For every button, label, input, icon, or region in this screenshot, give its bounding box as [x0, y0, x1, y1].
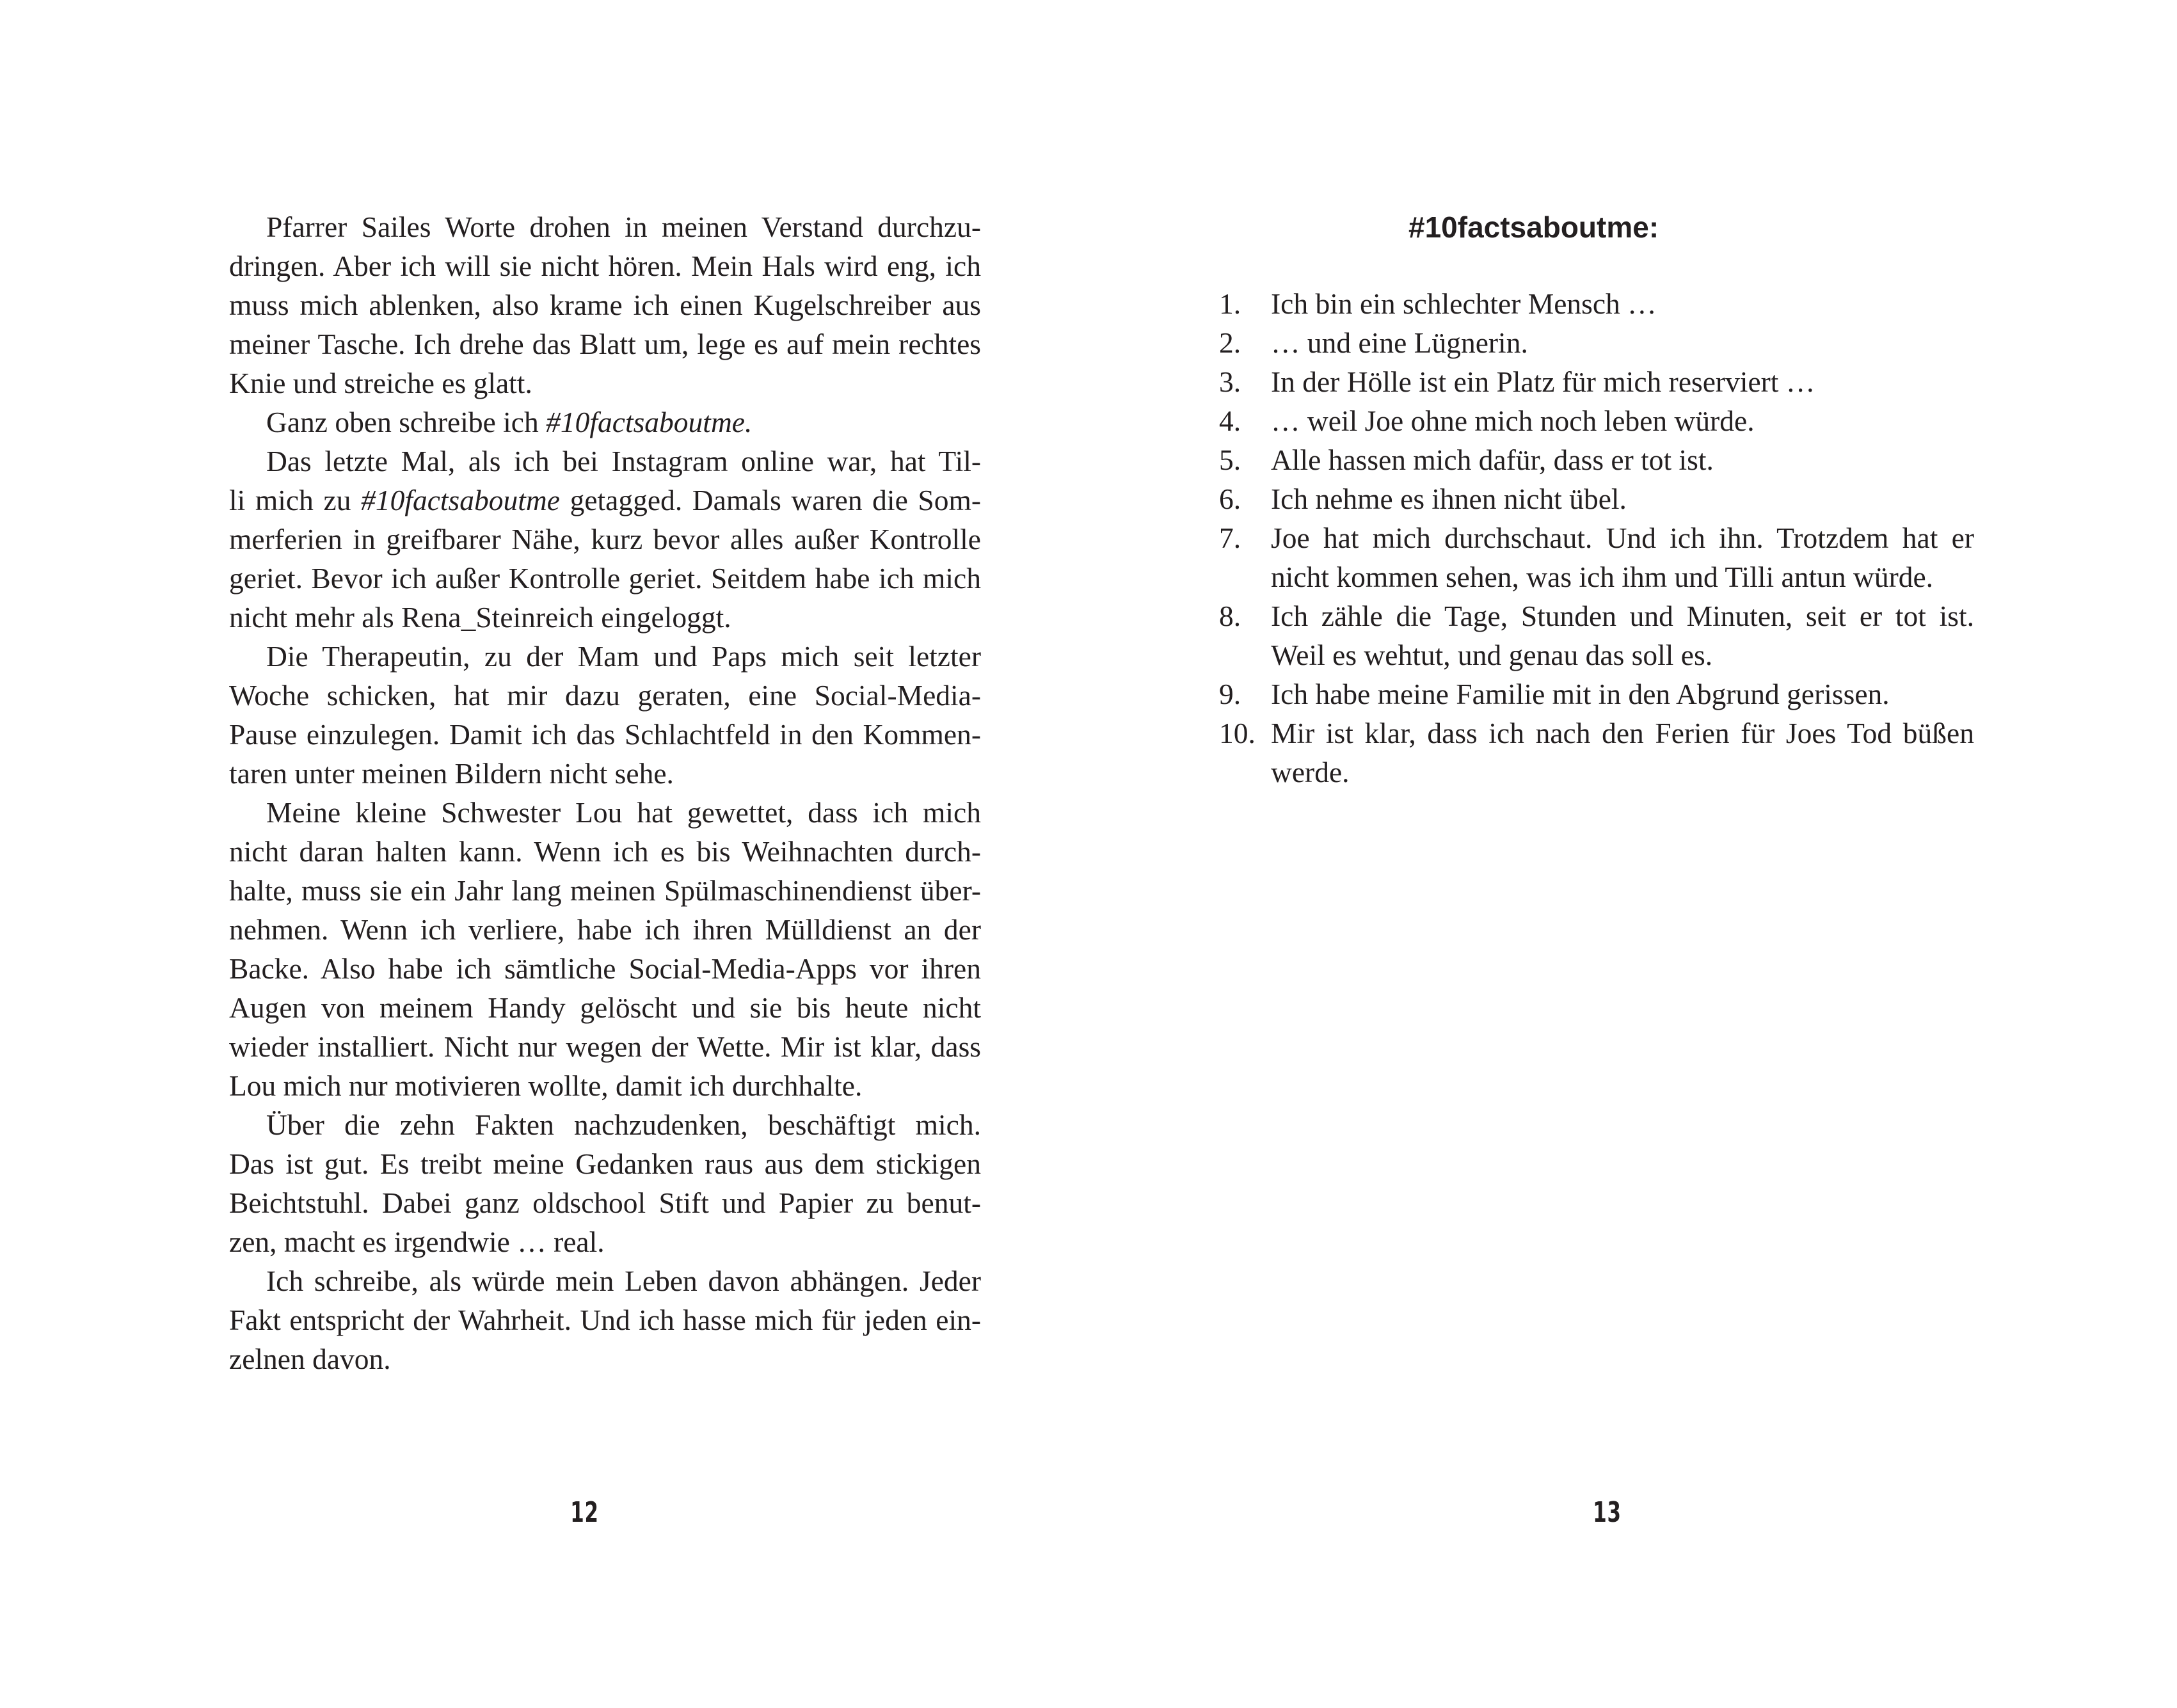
- fact-number: 9.: [1219, 678, 1241, 710]
- fact-number: 1.: [1219, 287, 1241, 320]
- fact-number: 4.: [1219, 404, 1241, 437]
- fact-text: Ich zähle die Tage, Stunden und Minuten, seit er tot ist.: [1271, 600, 1974, 632]
- fact-number: 2.: [1219, 326, 1241, 359]
- fact-number: 3.: [1219, 365, 1241, 398]
- fact-text: … weil Joe ohne mich noch leben würde.: [1271, 404, 1755, 437]
- body-text-line: [229, 1066, 981, 1105]
- body-text-line: [229, 1339, 981, 1378]
- body-text-fragment: halte, muss sie ein Jahr lang meinen Spülmaschinendienst über-: [229, 874, 981, 907]
- body-text-line: [229, 715, 981, 754]
- body-text-fragment: taren unter meinen Bildern nicht sehe.: [229, 757, 674, 790]
- body-text-line: [229, 1300, 981, 1339]
- fact-number: 8.: [1219, 600, 1241, 632]
- body-text-fragment: Ganz oben schreibe ich: [266, 406, 546, 438]
- body-text-fragment: nicht mehr als Rena_Steinreich eingeloggt.: [229, 601, 731, 634]
- page-number-left: 12: [570, 1496, 599, 1529]
- facts-heading-text: #10factsaboutme:: [1408, 211, 1659, 244]
- body-text-line: [229, 207, 981, 246]
- body-text-line: [229, 910, 981, 949]
- body-text-line: [229, 1144, 981, 1183]
- body-text-fragment: meiner Tasche. Ich drehe das Blatt um, lege es auf mein rechtes: [229, 328, 981, 360]
- fact-item: [1219, 362, 1974, 401]
- body-text-line: [229, 1222, 981, 1261]
- body-text-fragment: Fakt entspricht der Wahrheit. Und ich hasse mich für jeden ein-: [229, 1304, 981, 1336]
- body-text-fragment: Die Therapeutin, zu der Mam und Paps mich seit letzter: [266, 640, 981, 673]
- body-text-fragment: Woche schicken, hat mir dazu geraten, eine Social-Media-: [229, 679, 981, 712]
- body-text-line: [229, 520, 981, 559]
- hashtag-italic: #10factsaboutme: [361, 484, 560, 516]
- body-text-fragment: Lou mich nur motivieren wollte, damit ich durchhalte.: [229, 1069, 863, 1102]
- body-text-fragment: li mich zu: [229, 484, 362, 516]
- page-number-right: 13: [1593, 1496, 1622, 1529]
- body-text-fragment: dringen. Aber ich will sie nicht hören. Mein Hals wird eng, ich: [229, 250, 981, 282]
- fact-item: [1219, 323, 1974, 362]
- body-text-fragment: nicht daran halten kann. Wenn ich es bis Weihnachten durch-: [229, 835, 981, 868]
- body-text-line: [229, 949, 981, 988]
- fact-text: Ich nehme es ihnen nicht übel.: [1271, 483, 1627, 515]
- body-text-fragment: Meine kleine Schwester Lou hat gewettet, dass ich mich: [266, 796, 981, 829]
- fact-number: 7.: [1219, 522, 1241, 554]
- body-text-fragment: Das ist gut. Es treibt meine Gedanken raus aus dem stickigen: [229, 1147, 981, 1180]
- fact-text: nicht kommen sehen, was ich ihm und Tilli antun würde.: [1271, 561, 1934, 593]
- body-text-line: [229, 442, 981, 481]
- body-text-line: [229, 871, 981, 910]
- fact-item: [1219, 518, 1974, 596]
- body-text-fragment: Augen von meinem Handy gelöscht und sie bis heute nicht: [229, 991, 981, 1024]
- body-text-fragment: Über die zehn Fakten nachzudenken, beschäftigt mich.: [266, 1108, 981, 1141]
- body-text-fragment: zen, macht es irgendwie … real.: [229, 1225, 605, 1258]
- body-text-fragment: Knie und streiche es glatt.: [229, 367, 532, 399]
- body-text-line: [229, 363, 981, 403]
- fact-number: 5.: [1219, 443, 1241, 476]
- body-text-fragment: muss mich ablenken, also krame ich einen Kugelschreiber aus: [229, 289, 981, 321]
- body-text-line: [229, 832, 981, 871]
- body-text-line: [229, 988, 981, 1027]
- body-text-line: [229, 1027, 981, 1066]
- fact-item: [1219, 284, 1974, 323]
- left-page: [0, 0, 1088, 1708]
- body-text-line: [229, 481, 981, 520]
- fact-text: Ich bin ein schlechter Mensch …: [1271, 287, 1657, 320]
- fact-item: [1219, 714, 1974, 792]
- hashtag-italic: #10factsaboutme.: [546, 406, 753, 438]
- fact-item: [1219, 401, 1974, 440]
- fact-text: werde.: [1271, 756, 1350, 788]
- body-text-line: [229, 403, 981, 442]
- fact-text: … und eine Lügnerin.: [1271, 326, 1528, 359]
- fact-text: Mir ist klar, dass ich nach den Ferien für Joes Tod büßen: [1271, 717, 1974, 749]
- body-text-line: [229, 285, 981, 324]
- facts-list: [1219, 284, 1974, 792]
- body-text-fragment: Beichtstuhl. Dabei ganz oldschool Stift und Papier zu benut-: [229, 1186, 981, 1219]
- body-text-line: [229, 754, 981, 793]
- body-text-line: [229, 637, 981, 676]
- body-text-line: [229, 676, 981, 715]
- left-page-body: [229, 207, 981, 1378]
- fact-item: [1219, 440, 1974, 479]
- fact-number: 6.: [1219, 483, 1241, 515]
- body-text-fragment: Das letzte Mal, als ich bei Instagram online war, hat Til-: [266, 445, 981, 477]
- body-text-fragment: Backe. Also habe ich sämtliche Social-Media-Apps vor ihren: [229, 952, 981, 985]
- body-text-line: [229, 1261, 981, 1300]
- body-text-line: [229, 559, 981, 598]
- body-text-line: [229, 1183, 981, 1222]
- fact-number: 10.: [1219, 717, 1256, 749]
- body-text-fragment: merferien in greifbarer Nähe, kurz bevor alles außer Kontrolle: [229, 523, 981, 555]
- fact-item: [1219, 479, 1974, 518]
- body-text-fragment: getagged. Damals waren die Som-: [559, 484, 981, 516]
- fact-text: Weil es wehtut, und genau das soll es.: [1271, 639, 1713, 671]
- fact-item: [1219, 674, 1974, 714]
- fact-text: Ich habe meine Familie mit in den Abgrund gerissen.: [1271, 678, 1890, 710]
- body-text-fragment: nehmen. Wenn ich verliere, habe ich ihren Mülldienst an der: [229, 913, 981, 946]
- fact-text: In der Hölle ist ein Platz für mich reserviert …: [1271, 365, 1815, 398]
- body-text-fragment: Pfarrer Sailes Worte drohen in meinen Verstand durchzu-: [266, 211, 981, 243]
- body-text-fragment: wieder installiert. Nicht nur wegen der Wette. Mir ist klar, dass: [229, 1030, 981, 1063]
- body-text-fragment: geriet. Bevor ich außer Kontrolle geriet. Seitdem habe ich mich: [229, 562, 981, 595]
- facts-heading: [1088, 208, 2177, 246]
- fact-text: Alle hassen mich dafür, dass er tot ist.: [1271, 443, 1714, 476]
- body-text-fragment: zelnen davon.: [229, 1343, 391, 1375]
- fact-item: [1219, 596, 1974, 674]
- body-text-line: [229, 246, 981, 285]
- body-text-line: [229, 324, 981, 363]
- body-text-fragment: Ich schreibe, als würde mein Leben davon abhängen. Jeder: [266, 1265, 981, 1297]
- fact-text: Joe hat mich durchschaut. Und ich ihn. Trotzdem hat er: [1271, 522, 1974, 554]
- body-text-line: [229, 1105, 981, 1144]
- body-text-fragment: Pause einzulegen. Damit ich das Schlachtfeld in den Kommen-: [229, 718, 981, 751]
- body-text-line: [229, 598, 981, 637]
- right-page: [1088, 0, 2177, 1708]
- body-text-line: [229, 793, 981, 832]
